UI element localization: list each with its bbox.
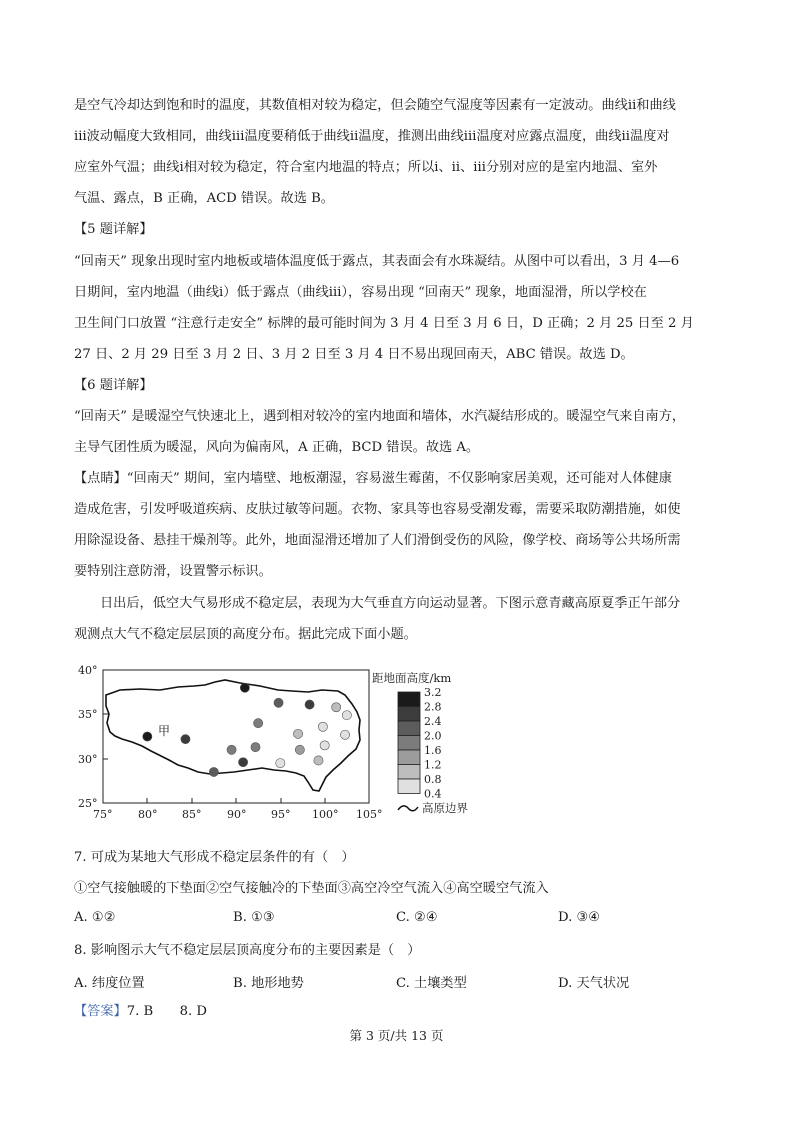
station-point — [305, 700, 314, 709]
text-line: “回南天” 是暖湿空气快速北上，遇到相对较冷的室内地面和墙体，水汽凝结形成的。暖湿空气来自南方， — [74, 409, 686, 424]
legend-swatch — [398, 779, 420, 794]
legend-value: 0.8 — [424, 773, 442, 786]
lat-label: 35° — [78, 708, 98, 721]
text-line: 是空气冷却达到饱和时的温度，其数值相对较为稳定，但会随空气湿度等因素有一定波动。曲线ⅱ和曲线 — [74, 98, 676, 113]
legend-swatch — [398, 692, 420, 707]
legend-swatch — [398, 750, 420, 765]
legend-swatch — [398, 721, 420, 736]
legend — [398, 686, 442, 801]
station-point — [143, 732, 152, 741]
station-point — [227, 745, 236, 754]
q8-option-d: D. 天气状况 — [558, 976, 630, 991]
station-point — [332, 703, 341, 712]
text-line: 观测点大气不稳定层层顶的高度分布。据此完成下面小题。 — [74, 627, 417, 642]
text-line: 应室外气温；曲线ⅰ相对较为稳定，符合室内地温的特点；所以ⅰ、ⅱ、ⅲ分别对应的是室内地温、室外 — [74, 160, 658, 175]
station-point — [293, 729, 302, 738]
section-heading-6: 【6 题详解】 — [74, 378, 153, 393]
q7-option-c: C. ②④ — [396, 910, 438, 925]
legend-swatch — [398, 736, 420, 751]
legend-value: 1.6 — [424, 744, 442, 757]
legend-value: 0.4 — [424, 787, 442, 801]
q7-option-a: A. ①② — [74, 910, 116, 925]
legend-swatch — [398, 765, 420, 780]
question-7: 7. 可成为某地大气形成不稳定层条件的有（ ） — [74, 850, 355, 865]
text-line: 【点睛】“回南天” 期间，室内墙壁、地板潮湿，容易滋生霉菌，不仅影响家居美观，还可能对人体健康 — [74, 471, 672, 486]
lon-label: 105° — [356, 808, 383, 820]
answer-tag: 【答案】 — [74, 1004, 127, 1019]
text-line: 用除湿设备、悬挂干燥剂等。此外，地面湿滑还增加了人们滑倒受伤的风险，像学校、商场等公共场所需 — [74, 533, 681, 548]
station-point — [318, 722, 327, 731]
lon-label: 85° — [182, 808, 202, 820]
station-point — [340, 730, 349, 739]
answer-text: 7. B 8. D — [126, 1004, 207, 1019]
legend-value: 2.0 — [424, 729, 442, 743]
boundary-legend-label: 高原边界 — [422, 801, 468, 815]
station-point — [251, 743, 260, 752]
station-point — [342, 711, 351, 720]
lat-label: 40° — [78, 664, 98, 677]
station-point — [276, 759, 285, 768]
text-line: 日出后，低空大气易形成不稳定层，表现为大气垂直方向运动显著。下图示意青藏高原夏季正午部分 — [100, 596, 681, 611]
station-point — [254, 719, 263, 728]
boundary-legend-icon — [398, 806, 418, 811]
legend-value: 1.2 — [424, 758, 442, 772]
station-point — [240, 683, 249, 692]
station-point — [181, 735, 190, 744]
station-point — [209, 767, 218, 776]
station-point — [314, 756, 323, 765]
text-line: 日期间，室内地温（曲线ⅰ）低于露点（曲线ⅲ），容易出现 “回南天” 现象，地面湿滑，所以学校在 — [74, 285, 647, 300]
lon-label: 90° — [227, 808, 247, 820]
legend-value: 2.4 — [424, 715, 442, 728]
station-point — [295, 745, 304, 754]
place-label-jia: 甲 — [158, 724, 171, 738]
q7-option-b: B. ①③ — [233, 910, 275, 925]
q8-option-c: C. 土壤类型 — [396, 976, 467, 991]
text-line: 27 日、2 月 29 日至 3 月 2 日、3 月 2 日至 3 月 4 日不易出现回南天，ABC 错误。故选 D。 — [74, 347, 634, 362]
legend-value: 2.8 — [424, 700, 442, 714]
answer-line — [74, 1002, 724, 1022]
text-line: “回南天” 现象出现时室内地板或墙体温度低于露点，其表面会有水珠凝结。从图中可以看出，3 月 4—6 — [74, 254, 680, 269]
text-line: 主导气团性质为暖湿，风向为偏南风，A 正确，BCD 错误。故选 A。 — [74, 440, 480, 455]
lon-label: 75° — [93, 808, 113, 820]
station-point — [320, 741, 329, 750]
legend-swatch — [398, 707, 420, 722]
q8-option-b: B. 地形地势 — [233, 976, 304, 991]
legend-value: 3.2 — [424, 686, 442, 699]
question-7-statements: ①空气接触暖的下垫面②空气接触冷的下垫面③高空冷空气流入④高空暖空气流入 — [74, 881, 549, 896]
section-heading-5: 【5 题详解】 — [74, 222, 153, 237]
q8-option-a: A. 纬度位置 — [74, 976, 145, 991]
station-point — [274, 698, 283, 707]
text-line: 气温、露点，B 正确，ACD 错误。故选 B。 — [74, 191, 334, 206]
q7-option-d: D. ③④ — [558, 910, 601, 925]
question-8: 8. 影响图示大气不稳定层层顶高度分布的主要因素是（ ） — [74, 943, 421, 958]
page-footer: 第 3 页/共 13 页 — [349, 1028, 444, 1043]
plateau-map — [60, 660, 500, 820]
text-line: ⅲ波动幅度大致相同，曲线ⅲ温度要稍低于曲线ⅱ温度，推测出曲线ⅲ温度对应露点温度，曲线ⅱ温度对 — [74, 129, 670, 144]
lon-label: 100° — [312, 808, 339, 820]
station-point — [238, 758, 247, 767]
lon-label: 95° — [271, 808, 291, 820]
lon-label: 80° — [138, 808, 158, 820]
legend-title: 距地面高度/km — [372, 671, 452, 685]
lat-label: 25° — [78, 797, 98, 810]
text-line: 要特别注意防滑，设置警示标识。 — [74, 564, 272, 579]
text-line: 造成危害，引发呼吸道疾病、皮肤过敏等问题。衣物、家具等也容易受潮发霉，需要采取防潮措施，如使 — [74, 502, 681, 517]
lat-label: 30° — [78, 753, 98, 766]
text-line: 卫生间门口放置 “注意行走安全” 标牌的最可能时间为 3 月 4 日至 3 月 6 日，D 正确；2 月 25 日至 2 月 — [74, 316, 694, 331]
